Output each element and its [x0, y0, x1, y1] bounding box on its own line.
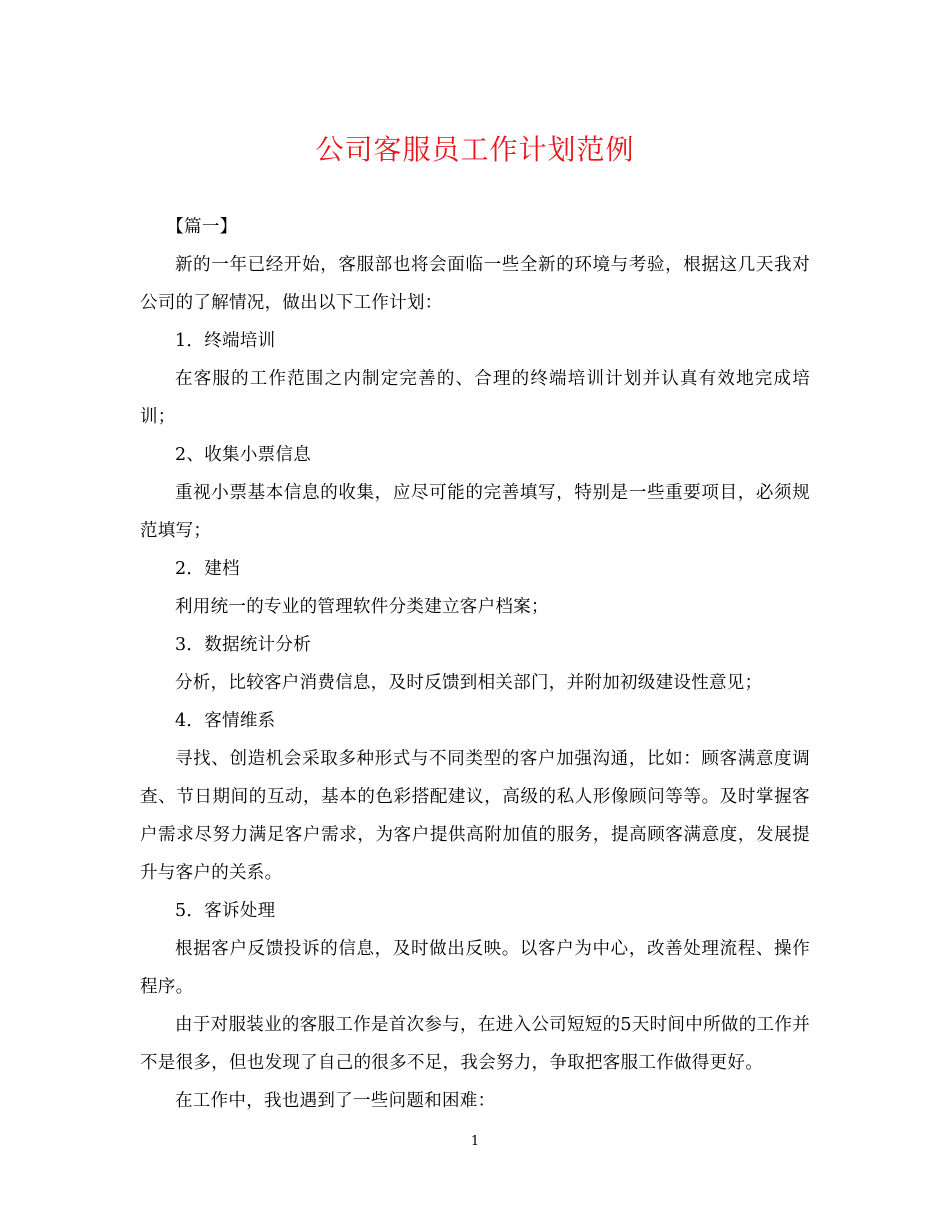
list-item-heading: 1．终端培训 [175, 331, 276, 351]
paragraph: 利用统一的专业的管理软件分类建立客户档案； [175, 597, 549, 617]
list-item-heading: 3．数据统计分析 [175, 635, 312, 655]
list-item-heading: 4．客情维系 [175, 711, 276, 731]
document-body [140, 208, 810, 1120]
paragraph: 在客服的工作范围之内制定完善的、合理的终端培训计划并认真有效地完成培训； [140, 369, 810, 427]
paragraph: 新的一年已经开始，客服部也将会面临一些全新的环境与考验，根据这几天我对公司的了解情况，做出以下工作计划： [140, 255, 810, 313]
paragraph: 寻找、创造机会采取多种形式与不同类型的客户加强沟通，比如：顾客满意度调查、节日期间的互动，基本的色彩搭配建议，高级的私人形像顾问等等。及时掌握客户需求尽努力满足客户需求，为客户提供高附加值的服务，提高顾客满意度，发展提升与客户的关系。 [140, 749, 810, 883]
paragraph: 分析，比较客户消费信息，及时反馈到相关部门，并附加初级建设性意见； [175, 673, 763, 693]
document-title: 公司客服员工作计划范例 [315, 133, 635, 166]
list-item-heading: 5．客诉处理 [175, 901, 276, 921]
list-item-heading: 2．建档 [175, 559, 240, 579]
paragraph: 在工作中，我也遇到了一些问题和困难： [175, 1091, 496, 1111]
page-number: 1 [470, 1134, 480, 1149]
paragraph: 重视小票基本信息的收集，应尽可能的完善填写，特别是一些重要项目，必须规范填写； [140, 483, 810, 541]
section-heading: 【篇一】 [166, 217, 238, 237]
list-item-heading: 2、收集小票信息 [175, 445, 312, 465]
paragraph: 由于对服装业的客服工作是首次参与，在进入公司短短的5天时间中所做的工作并不是很多，但也发现了自己的很多不足，我会努力，争取把客服工作做得更好。 [140, 1015, 810, 1073]
paragraph: 根据客户反馈投诉的信息，及时做出反映。以客户为中心，改善处理流程、操作程序。 [140, 939, 810, 997]
